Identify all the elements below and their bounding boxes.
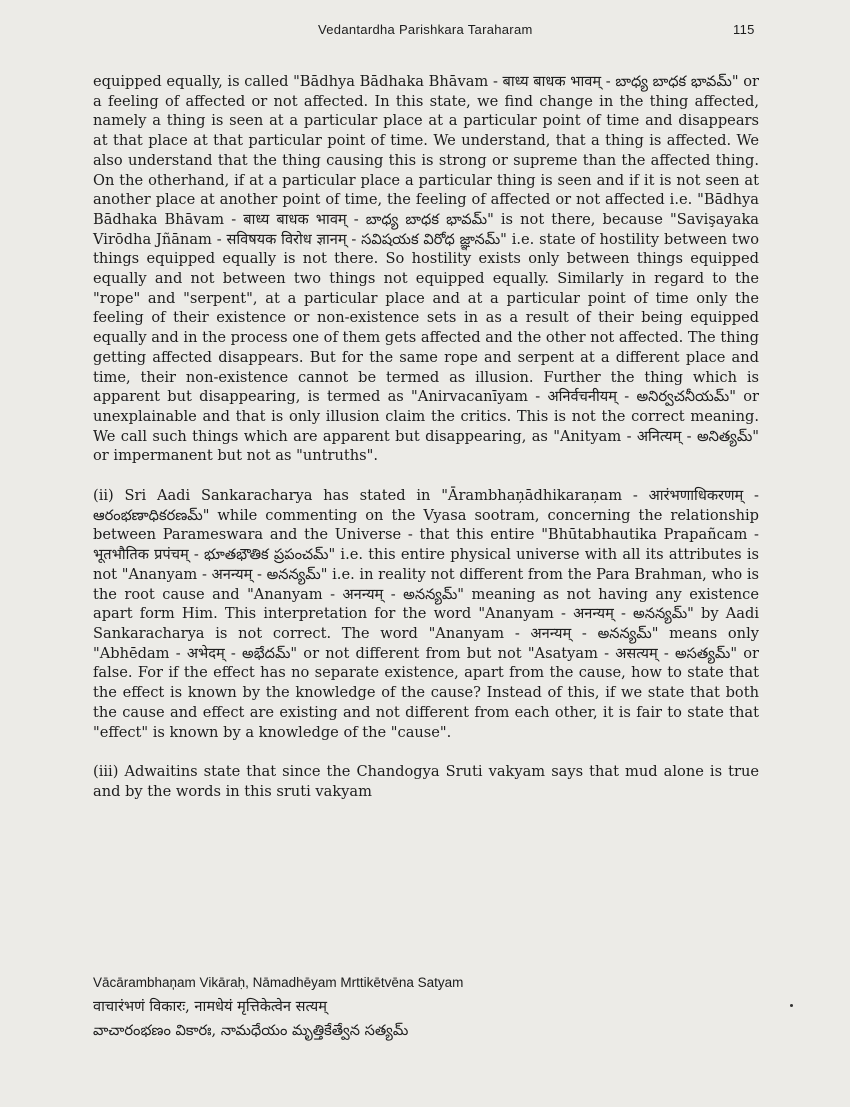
page-header xyxy=(0,22,850,42)
quote-telugu: వాచారంభణం వికారః, నామధేయం మృత్తికేత్వేన సత్యమ్ xyxy=(93,1022,409,1039)
quote-transliteration: Vācārambhaņam Vikāraḥ, Nāmadhēyam Mrttikētvēna Satyam xyxy=(93,975,464,990)
stray-dot xyxy=(790,1004,793,1007)
body-text xyxy=(93,72,759,802)
quote-devanagari: वाचारंभणं विकारः, नामधेयं मृत्तिकेत्वेन सत्यम् xyxy=(93,998,327,1015)
paragraph-iii: (iii) Adwaitins state that since the Chandogya Sruti vakyam says that mud alone is true and by the words in this sruti vakyam xyxy=(93,763,759,800)
paragraph-ii: (ii) Sri Aadi Sankaracharya has stated in "Ārambhaņādhikaraņam - आरंभणाधिकरणम् - ఆరంభణాధికరణమ్" while commenting on the Vyasa sootram, concerning the relationship between Parameswara and the Universe - that this entire "Bhūtabhautika Prapañcam - भूतभौतिक प्रपंचम् - భూతభౌతిక ప్రపంచమ్" i.e. this entire physical universe with all its attributes is not "Ananyam - अनन्यम् - అనన్యమ్" i.e. in reality not different from the Para Brahman, who is the root cause and "Ananyam - अनन्यम् - అనన్యమ్" meaning as not having any existence apart form Him. This interpretation for the word "Ananyam - अनन्यम् - అనన్యమ్" by Aadi Sankaracharya is not correct. The word "Ananyam - अनन्यम् - అనన్యమ్" means only "Abhēdam - अभेदम् - అభేదమ్" or not different from but not "Asatyam - असत्यम् - అసత్యమ్" or false. For if the effect has no separate existence, apart from the cause, how to state that the effect is known by the knowledge of the cause? Instead of this, if we state that both the cause and effect are existing and not different from each other, it is fair to state that "effect" is known by a knowledge of the "cause". xyxy=(93,487,759,741)
page-number: 115 xyxy=(733,22,755,37)
running-title: Vedantardha Parishkara Taraharam xyxy=(318,22,533,37)
sruti-quote xyxy=(93,971,759,1043)
paragraph-continued: equipped equally, is called "Bādhya Bādhaka Bhāvam - बाध्य बाधक भावम् - బాధ్య బాధక భావమ్" or a feeling of affected or not affected. In this state, we find change in the thing affected, namely a thing is seen at a particular place at a particular point of time and disappears at that place at that particular point of time. We understand, that a thing is affected. We also understand that the thing causing this is strong or supreme than the affected thing. On the otherhand, if at a particular place a particular thing is seen and if it is not seen at another place at another point of time, the feeling of affected or not affected i.e. "Bādhya Bādhaka Bhāvam - बाध्य बाधक भावम् - బాధ్య బాధక భావమ్" is not there, because "Savişayaka Virōdha Jñānam - सविषयक विरोध ज्ञानम् - సవిషయక విరోధ జ్ఞానమ్" i.e. state of hostility between two things equipped equally is not there. So hostility exists only between things equipped equally and not between two things not equipped equally. Similarly in regard to the "rope" and "serpent", at a particular place and at a particular point of time only the feeling of their existence or non-existence sets in as a result of their being equipped equally and in the process one of them gets affected and the other not affected. The thing getting affected disappears. But for the same rope and serpent at a different place and time, their non-existence cannot be termed as illusion. Further the thing which is apparent but disappearing, is termed as "Anirvacanīyam - अनिर्वचनीयम् - అనిర్వచనీయమ్" or unexplainable and that is only illusion claim the critics. This is not the correct meaning. We call such things which are apparent but disappearing, as "Anityam - अनित्यम् - అనిత్యమ్" or impermanent but not as "untruths". xyxy=(93,73,759,465)
